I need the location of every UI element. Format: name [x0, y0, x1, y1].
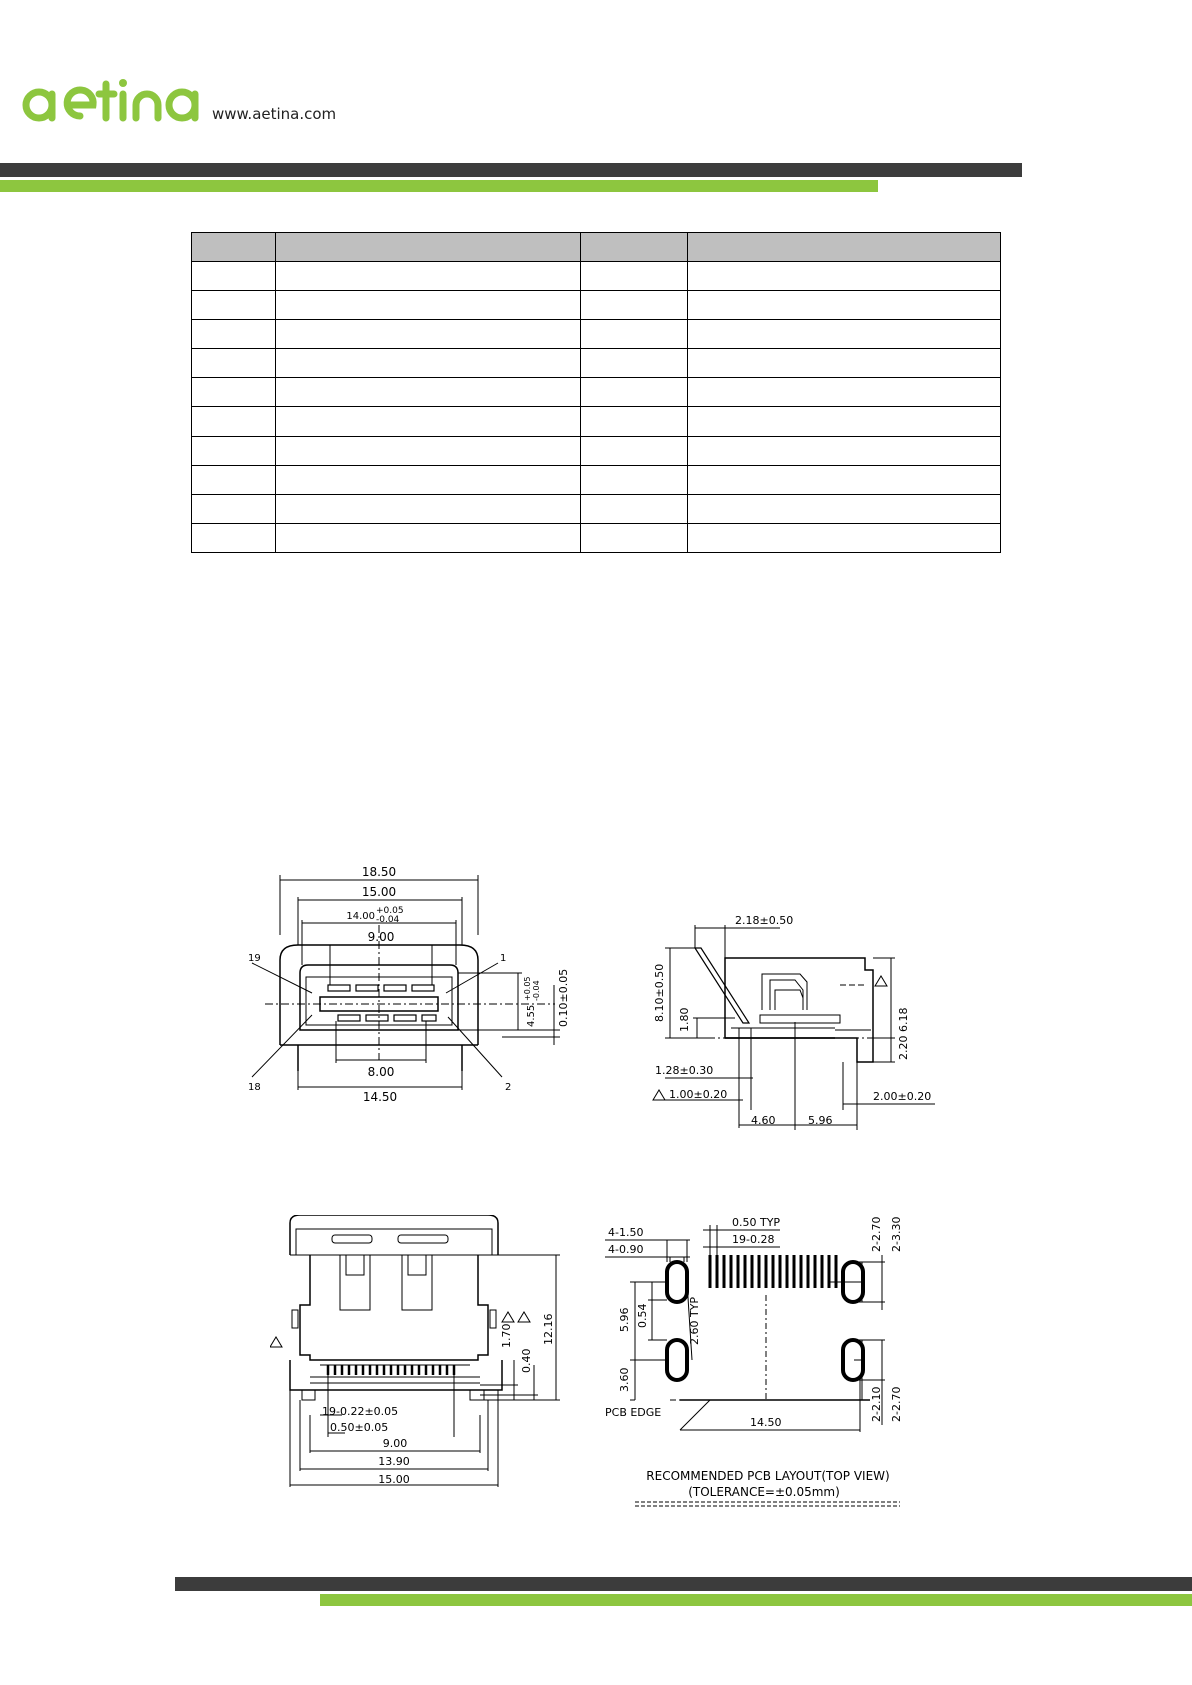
table-cell	[192, 523, 276, 552]
table-cell	[276, 436, 581, 465]
table-row	[192, 320, 1001, 349]
dim-label: 0.40	[520, 1348, 533, 1373]
dim-label: 15.00	[378, 1473, 410, 1486]
pin-label: 19	[248, 953, 261, 964]
dim-label: 5.96	[808, 1114, 833, 1127]
dim-label: 1.00±0.20	[669, 1088, 728, 1101]
dim-label: 2.18±0.50	[735, 914, 794, 927]
dim-label: 2.60 TYP	[688, 1296, 701, 1345]
dim-label: 14.00	[346, 911, 375, 922]
table-cell	[276, 465, 581, 494]
table-cell	[276, 378, 581, 407]
dim-label: 8.00	[367, 1065, 395, 1079]
dim-label: 3.60	[618, 1367, 631, 1392]
table-cell	[581, 436, 688, 465]
dim-label: 1.80	[678, 1007, 691, 1032]
pcb-caption-line2: (TOLERANCE=±0.05mm)	[688, 1485, 840, 1499]
table-cell	[581, 465, 688, 494]
table-cell	[688, 465, 1001, 494]
table-row	[192, 523, 1001, 552]
dim-label: 4-0.90	[608, 1243, 644, 1256]
website-url[interactable]: www.aetina.com	[212, 105, 337, 123]
table-cell	[688, 291, 1001, 320]
dim-tol: +0.05	[376, 906, 404, 916]
table-cell	[688, 523, 1001, 552]
table-cell	[688, 262, 1001, 291]
table-cell	[581, 523, 688, 552]
table-cell	[192, 465, 276, 494]
table-cell	[276, 262, 581, 291]
warning-triangle-icon	[875, 976, 887, 986]
table-cell	[688, 349, 1001, 378]
table-row	[192, 494, 1001, 523]
front-view-drawing	[240, 845, 580, 1105]
footer-dark-bar	[175, 1577, 1192, 1591]
dim-label: 19-0.22±0.05	[322, 1405, 399, 1418]
table-row	[192, 465, 1001, 494]
dim-label: 13.90	[378, 1455, 410, 1468]
table-cell	[192, 320, 276, 349]
bottom-view-drawing	[270, 1215, 570, 1495]
dim-label: 9.00	[382, 1437, 408, 1450]
table-cell	[192, 494, 276, 523]
dim-label: 4.60	[751, 1114, 776, 1127]
dim-label: 2-2.10	[870, 1386, 883, 1422]
table-cell	[276, 320, 581, 349]
table-cell	[276, 349, 581, 378]
table-cell	[192, 262, 276, 291]
dim-label: 1.70	[500, 1323, 513, 1348]
table-cell	[581, 378, 688, 407]
table-row	[192, 407, 1001, 436]
dim-label: 0.50 TYP	[732, 1216, 781, 1229]
dim-label: 2.20	[897, 1035, 910, 1060]
table-header-row	[192, 233, 1001, 262]
table-cell	[688, 436, 1001, 465]
dim-label: 2-2.70	[890, 1386, 903, 1422]
dim-label: 5.96	[618, 1307, 631, 1332]
dim-tol: -0.04	[532, 980, 541, 1001]
table-cell	[276, 494, 581, 523]
pcb-edge-label: PCB EDGE	[605, 1406, 662, 1419]
table-header-cell	[276, 233, 581, 262]
table-row	[192, 291, 1001, 320]
table-cell	[688, 494, 1001, 523]
dim-label: 2-2.70	[870, 1216, 883, 1252]
warning-triangle-icon	[653, 1090, 665, 1100]
table-cell	[276, 523, 581, 552]
table-cell	[276, 291, 581, 320]
table-cell	[581, 407, 688, 436]
dim-label: 1.28±0.30	[655, 1064, 714, 1077]
dim-label: 4-1.50	[608, 1226, 644, 1239]
dim-label: 0.54	[636, 1303, 649, 1328]
table-row	[192, 349, 1001, 378]
pin-assignment-table	[191, 232, 1001, 553]
dim-label: 14.50	[750, 1416, 782, 1429]
dim-label: 9.00	[367, 930, 395, 944]
table-cell	[581, 262, 688, 291]
dim-label: 2-3.30	[890, 1216, 903, 1252]
header-dark-bar	[0, 163, 1022, 177]
dim-tol: -0.04	[376, 915, 400, 925]
side-view-drawing	[625, 910, 955, 1140]
table-cell	[192, 291, 276, 320]
table-row	[192, 378, 1001, 407]
table-header-cell	[581, 233, 688, 262]
table-cell	[688, 320, 1001, 349]
table-cell	[688, 407, 1001, 436]
table-cell	[581, 494, 688, 523]
table-header-cell	[192, 233, 276, 262]
aetina-logo	[22, 78, 207, 126]
table-cell	[581, 320, 688, 349]
dim-label: 2.00±0.20	[873, 1090, 932, 1103]
table-row	[192, 262, 1001, 291]
pin-label: 1	[500, 953, 507, 964]
warning-triangle-icon	[270, 1312, 530, 1347]
table-cell	[192, 436, 276, 465]
dim-label: 18.50	[361, 865, 397, 879]
table-cell	[192, 378, 276, 407]
dim-label: 0.50±0.05	[330, 1421, 389, 1434]
footer-green-bar	[320, 1594, 1192, 1606]
table-cell	[192, 349, 276, 378]
dim-label: 8.10±0.50	[653, 963, 666, 1022]
pcb-layout-drawing	[600, 1200, 930, 1520]
dim-label: 15.00	[361, 885, 397, 899]
dim-label: 14.50	[362, 1090, 398, 1104]
table-cell	[581, 291, 688, 320]
table-header-cell	[688, 233, 1001, 262]
table-cell	[581, 349, 688, 378]
dim-label: 0.10±0.05	[557, 968, 570, 1027]
table-cell	[192, 407, 276, 436]
pin-label: 18	[248, 1082, 261, 1093]
table-cell	[276, 407, 581, 436]
pin-label: 2	[505, 1082, 512, 1093]
dim-label: 12.16	[542, 1313, 555, 1345]
header-green-bar	[0, 180, 878, 192]
pcb-caption-line1: RECOMMENDED PCB LAYOUT(TOP VIEW)	[646, 1469, 890, 1483]
dim-label: 19-0.28	[732, 1233, 775, 1246]
table-cell	[688, 378, 1001, 407]
dim-label: 4.55	[526, 1004, 537, 1027]
dim-tol: +0.05	[523, 976, 532, 1001]
table-row	[192, 436, 1001, 465]
dim-label: 6.18	[897, 1007, 910, 1032]
logo-text: aetina	[22, 78, 26, 79]
